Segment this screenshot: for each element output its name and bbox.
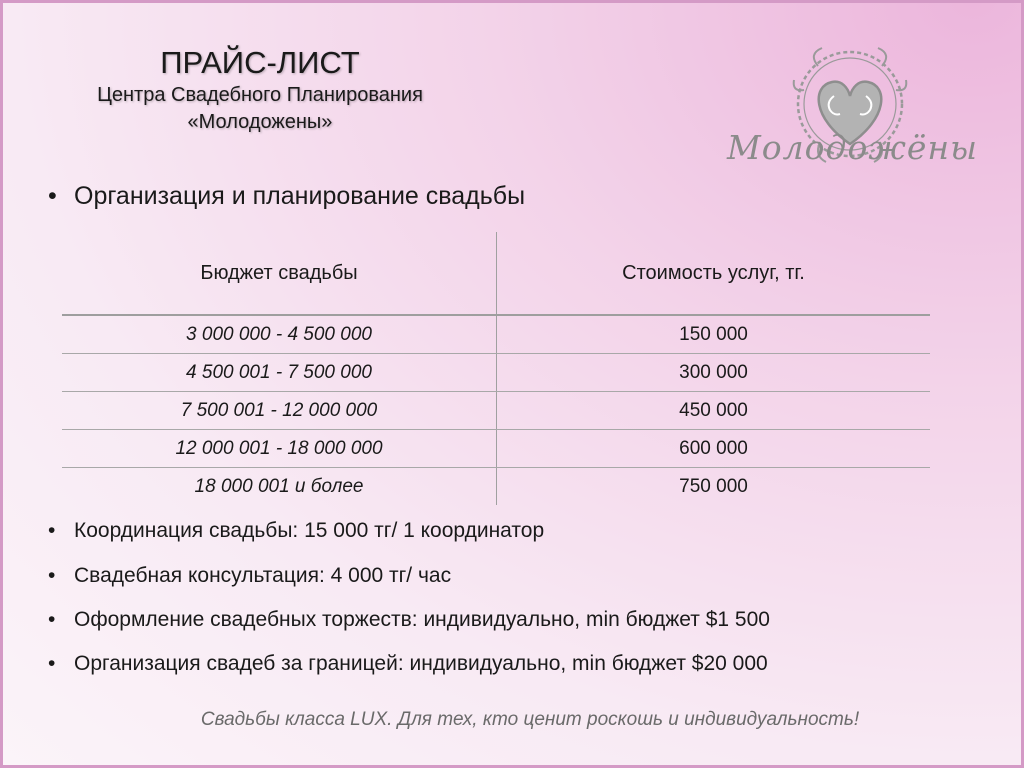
logo-text: Молодожёны	[727, 128, 978, 167]
list-item	[48, 608, 770, 632]
table-header-row	[62, 232, 930, 315]
cost-cell: 450 000	[497, 392, 931, 430]
subtitle-line-1: Центра Свадебного Планирования	[97, 84, 423, 106]
column-header-budget: Бюджет свадьбы	[62, 232, 497, 315]
budget-cell: 18 000 001 и более	[62, 468, 497, 506]
section-title: Организация и планирование свадьбы	[74, 182, 526, 210]
couple-heart-tree-icon	[720, 26, 1005, 201]
table-row	[62, 468, 930, 506]
table-row	[62, 430, 930, 468]
budget-cell: 7 500 001 - 12 000 000	[62, 392, 497, 430]
list-item-text: Оформление свадебных торжеств: индивидуально, min бюджет $1 500	[74, 608, 770, 631]
column-header-cost: Стоимость услуг, тг.	[497, 232, 931, 315]
title-block	[40, 44, 480, 136]
cost-cell: 750 000	[679, 475, 748, 497]
list-item	[48, 564, 451, 588]
subtitle-line-2: «Молодожены»	[187, 111, 333, 133]
list-item-text: Свадебная консультация: 4 000 тг/ час	[74, 564, 452, 587]
list-item	[48, 519, 544, 543]
bullet-dot: •	[48, 652, 56, 675]
bullet-dot: •	[48, 182, 57, 210]
table-row	[62, 392, 930, 430]
list-item	[48, 652, 768, 676]
cost-cell: 600 000	[497, 430, 931, 468]
price-table	[62, 232, 930, 505]
bullet-dot: •	[48, 564, 56, 587]
table-row	[62, 315, 930, 354]
budget-cell: 3 000 000 - 4 500 000	[62, 315, 497, 354]
list-item-text: Координация свадьбы: 15 000 тг/ 1 координатор	[74, 519, 545, 542]
bullet-dot: •	[48, 519, 56, 542]
page-title: ПРАЙС-ЛИСТ	[160, 45, 360, 80]
table-row	[62, 354, 930, 392]
list-item-text: Организация свадеб за границей: индивидуально, min бюджет $20 000	[74, 652, 768, 675]
cost-cell: 300 000	[497, 354, 931, 392]
bullet-dot: •	[48, 608, 56, 631]
budget-cell: 4 500 001 - 7 500 000	[62, 354, 497, 392]
cost-cell: 150 000	[497, 315, 931, 354]
budget-cell: 12 000 001 - 18 000 000	[62, 430, 497, 468]
slogan: Свадьбы класса LUX. Для тех, кто ценит роскошь и индивидуальность!	[200, 709, 860, 730]
section-heading	[48, 182, 525, 211]
